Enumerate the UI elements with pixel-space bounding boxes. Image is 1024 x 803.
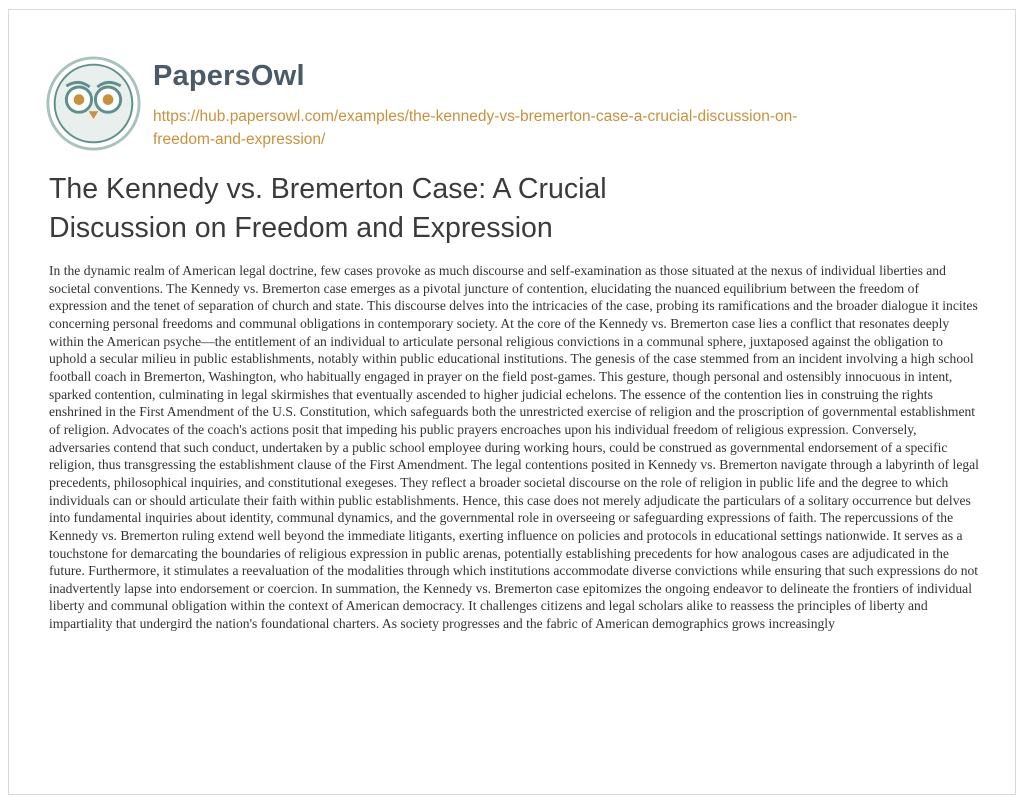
page-title: The Kennedy vs. Bremerton Case: A Crucial Discussion on Freedom and Expression [49, 173, 607, 244]
source-url[interactable]: https://hub.papersowl.com/examples/the-kennedy-vs-bremerton-case-a-crucial-discussion-on-freedom-and-expression/ [153, 108, 798, 148]
brand-name[interactable]: PapersOwl [153, 60, 305, 92]
essay-body: In the dynamic realm of American legal doctrine, few cases provoke as much discourse and self-examination as those situated at the nexus of individual liberties and societal conventions. The Kennedy vs. Bremerton case emerges as a pivotal juncture of contention, elucidating the nuanced equilibrium between the freedom of expression and the tenet of separation of church and state. This discourse delves into the intricacies of the case, probing its ramifications and the broader dialogue it incites concerning personal freedoms and communal obligations in contemporary society. At the core of the Kennedy vs. Bremerton case lies a conflict that resonates deeply within the American psyche—the entitlement of an individual to articulate personal religious convictions in a communal sphere, juxtaposed against the obligation to uphold a secular milieu in public establishments, notably within public educational institutions. The genesis of the case stemmed from an incident involving a high school football coach in Bremerton, Washington, who habitually engaged in prayer on the field post-games. This gesture, though personal and ostensibly innocuous in intent, sparked contention, culminating in legal skirmishes that eventually ascended to higher judicial echelons. The essence of the contention lies in construing the rights enshrined in the First Amendment of the U.S. Constitution, which safeguards both the unrestricted exercise of religion and the proscription of governmental establishment of religion. Advocates of the coach's actions posit that impeding his public prayers encroaches upon his individual freedom of religious expression. Conversely, adversaries contend that such conduct, undertaken by a public school employee during working hours, could be construed as governmental endorsement of a specific religion, thus transgressing the establishment clause of the First Amendment. The legal contentions posited in Kennedy vs. Bremerton navigate through a labyrinth of legal precedents, philosophical inquiries, and constitutional exegeses. They reflect a broader societal discourse on the role of religion in public life and the degree to which individuals can or should articulate their faith within public establishments. Hence, this case does not merely adjudicate the particulars of a solitary occurrence but delves into fundamental inquiries about identity, communal dynamics, and the governmental role in overseeing or safeguarding expressions of faith. The repercussions of the Kennedy vs. Bremerton ruling extend well beyond the immediate litigants, exerting influence on policies and protocols in educational settings nationwide. It serves as a touchstone for demarcating the boundaries of religious expression in public arenas, potentially establishing precedents for how analogous cases are adjudicated in the future. Furthermore, it stimulates a reevaluation of the modalities through which institutions accommodate diverse convictions while ensuring that such expressions do not inadvertently lapse into endorsement or coercion. In summation, the Kennedy vs. Bremerton case epitomizes the ongoing endeavor to delineate the frontiers of individual liberty and communal obligation within the context of American democracy. It challenges citizens and legal scholars alike to reassess the principles of liberty and impartiality that undergird the nation's foundational charters. As society progresses and the fabric of American demographics grows increasingly [49, 263, 979, 632]
owl-logo-icon [45, 55, 142, 152]
